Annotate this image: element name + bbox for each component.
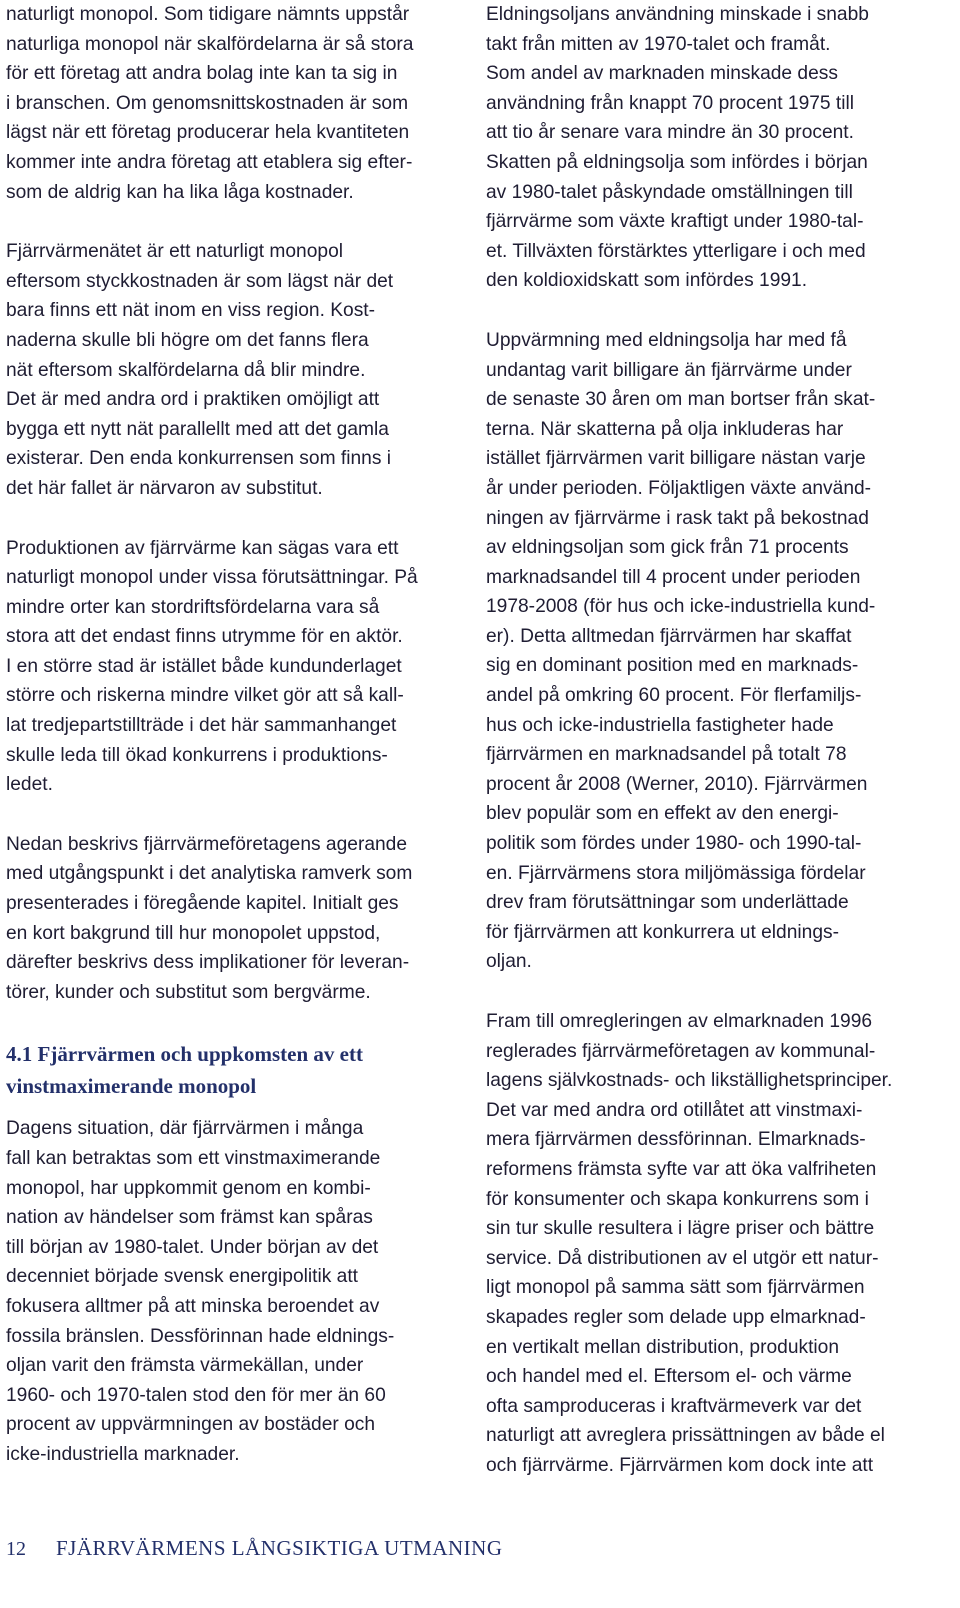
paragraph: Uppvärmning med eldningsolja har med få undantag varit billigare än fjärrvärme under de senaste 30 åren om man bortser från skat- terna. När skatterna på olja inkluderas har istället fjärrvärmen varit billigare nästan varje år under perioden. Följaktligen växte använd- ningen av fjärrvärme i rask takt på bekostnad av eldningsoljan som gick från 71 procents marknadsandel till 4 procent under perioden 1978-2008 (för hus och icke-industriella kund- er). Detta alltmedan fjärrvärmen har skaffat sig en dominant position med en marknads- andel på omkring 60 procent. För flerfamiljs- hus och icke-industriella fastigheter hade fjärrvärmen en marknadsandel på totalt 78 procent år 2008 (Werner, 2010). Fjärrvärmen blev populär som en effekt av den energi- politik som fördes under 1980- och 1990-tal- en. Fjärrvärmens stora miljömässiga fördelar drev fram förutsättningar som underlättade för fjärrvärmen att konkurrera ut eldnings- oljan.	[486, 329, 876, 973]
paragraph: Eldningsoljans användning minskade i snabb takt från mitten av 1970-talet och framåt. Som andel av marknaden minskade dess användning från knappt 70 procent 1975 till att tio år senare vara mindre än 30 procent. Skatten på eldningsolja som infördes i början av 1980-talet påskyndade omställningen till fjärrvärme som växte kraftigt under 1980-tal- et. Tillväxten förstärktes ytterligare i och med den koldioxidskatt som infördes 1991.	[486, 4, 869, 292]
paragraph: Fram till omregleringen av elmarknaden 1996 reglerades fjärrvärmeföretagen av kommunal- lagens självkostnads- och likställighetsprinciper. Det var med andra ord otillåtet att vinstmaxi- mera fjärrvärmen dessförinnan. Elmarknads- reformens främsta syfte var att öka valfriheten för konsumenter och skapa konkurrens som i sin tur skulle resultera i lägre priser och bättre service. Då distributionen av el utgör ett natur- ligt monopol på samma sätt som fjärrvärmen skapades regler som delade upp elmarknad- en vertikalt mellan distribution, produktion och handel med el. Eftersom el- och värme ofta samproduceras i kraftvärmeverk var det naturligt att avreglera prissättningen av både el och fjärrvärme. Fjärrvärmen kom dock inte att	[486, 1011, 893, 1476]
paragraph: Fjärrvärmenätet är ett naturligt monopol eftersom styckkostnaden är som lägst när det bara finns ett nät inom en viss region. Kost- naderna skulle bli högre om det fanns flera nät eftersom skalfördelarna då blir mindre. Det är med andra ord i praktiken omöjligt att bygga ett nytt nät parallellt med att det gamla existerar. Den enda konkurrensen som finns i det här fallet är närvaron av substitut.	[6, 241, 394, 499]
paragraph: Dagens situation, där fjärrvärmen i många fall kan betraktas som ett vinstmaximerande monopol, har uppkommit genom en kombi- nation av händelser som främst kan spåras till början av 1980-talet. Under början av det decenniet började svensk energipolitik att fokusera alltmer på att minska beroendet av fossila bränslen. Dessförinnan hade eldnings- oljan varit den främsta värmekällan, under 1960- och 1970-talen stod den för mer än 60 procent av uppvärmningen av bostäder och icke-industriella marknader.	[6, 1118, 395, 1465]
section-heading: 4.1 Fjärrvärmen och uppkomsten av ett vinstmaximerande monopol	[6, 1042, 363, 1099]
page-footer	[6, 1536, 503, 1561]
right-column	[486, 0, 936, 1481]
left-column	[6, 0, 458, 1470]
page-number: 12	[6, 1538, 26, 1560]
paragraph: Produktionen av fjärrvärme kan sägas vara ett naturligt monopol under vissa förutsättningar. På mindre orter kan stordriftsfördelarna vara så stora att det endast finns utrymme för en aktör. I en större stad är istället både kundunderlaget större och riskerna mindre vilket gör att så kall- lat tredjepartstillträde i det här sammanhanget skulle leda till ökad konkurrens i produktions- ledet.	[6, 537, 418, 796]
paragraph: Nedan beskrivs fjärrvärmeföretagens agerande med utgångspunkt i det analytiska ramverk som presenterades i föregående kapitel. Initialt ges en kort bakgrund till hur monopolet uppstod, därefter beskrivs dess implikationer för leveran- törer, kunder och substitut som bergvärme.	[6, 833, 413, 1003]
paragraph: naturligt monopol. Som tidigare nämnts uppstår naturliga monopol när skalfördelarna är så stora för ett företag att andra bolag inte kan ta sig in i branschen. Om genomsnittskostnaden är som lägst när ett företag producerar hela kvantiteten kommer inte andra företag att etablera sig efter- som de aldrig kan ha lika låga kostnader.	[6, 4, 414, 203]
running-title: FJÄRRVÄRMENS LÅNGSIKTIGA UTMANING	[56, 1536, 503, 1560]
